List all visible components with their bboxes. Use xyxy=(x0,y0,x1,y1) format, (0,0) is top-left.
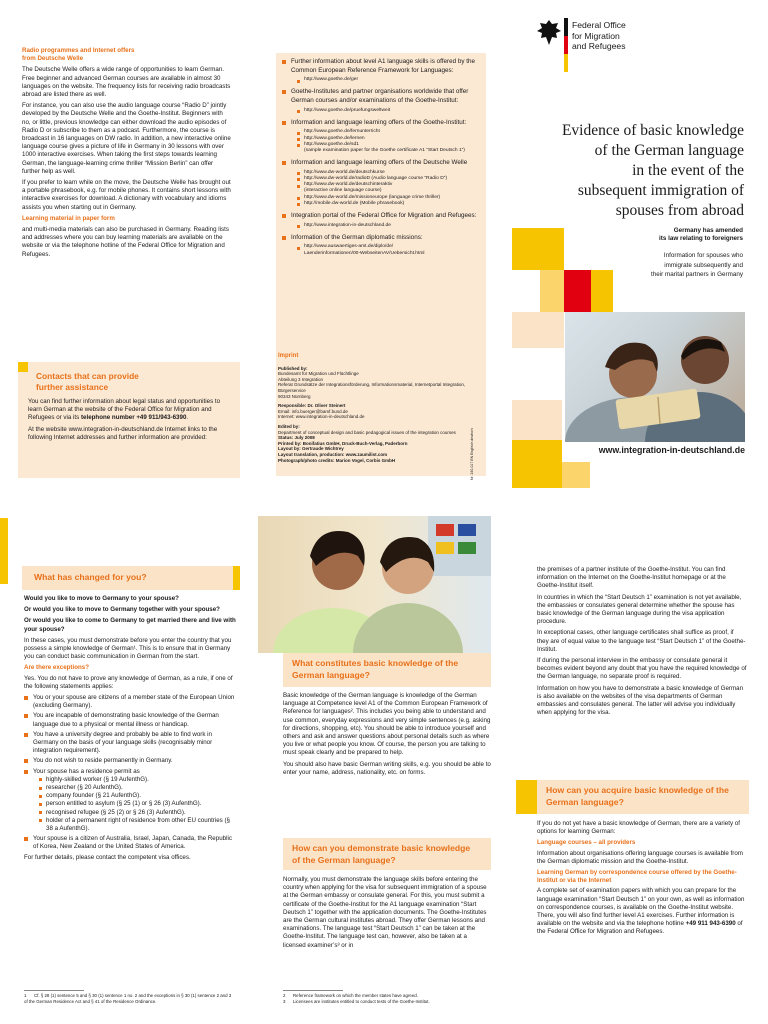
color-block xyxy=(0,518,8,584)
imprint-line: Department of conceptual design and basic pedagogical issues of the integration courses xyxy=(278,429,456,435)
link-item-text: Information and language learning offers of the Deutsche Welle xyxy=(291,159,468,167)
footnote-rule xyxy=(283,990,343,991)
url-note: Laenderinformationen/00-WebseitenAV/Uebersicht.html xyxy=(304,250,425,256)
hotline-number: +49 911 943-6390 xyxy=(685,920,736,928)
paragraph: Information about organisations offering language courses is available from the German diplomatic mission and the Goethe-Institut. xyxy=(537,849,743,865)
url-link[interactable]: http://www.dw-world.de/deutschinteraktiv xyxy=(297,182,480,188)
flag-red xyxy=(564,36,568,54)
paragraph: At the website www.integration-in-deutschland.de Internet links to the following Internet addresses and further information are provided: xyxy=(28,425,218,441)
imprint xyxy=(278,354,483,463)
footnote-3 xyxy=(283,999,491,1005)
url-link[interactable]: http://www.dw-world.de/missioneurope (language crime thriller) xyxy=(297,195,480,201)
paragraph: If you do not yet have a basic knowledge of German, there are a variety of options for learning German: xyxy=(537,820,740,836)
link-item-text: Integration portal of the Federal Office for Migration and Refugees: xyxy=(291,212,477,219)
info-line: Information for spouses who xyxy=(663,252,743,259)
footnote-text: Licensees are institutes entitled to conduct tests of the Goethe-Institut. xyxy=(293,998,430,1004)
paragraph: the premises of a partner institute of the Goethe-Institut. You can find information on the Internet on the Goethe-Institut homepage or at the Goethe-Institut itself. xyxy=(537,566,726,590)
eagle-logo xyxy=(536,18,562,48)
link-item-text: Further information about level A1 language skills is offered by the Common European Reference Framework for Languages: xyxy=(291,58,475,74)
imprint-heading: Imprint xyxy=(278,353,299,359)
paragraph xyxy=(28,398,233,423)
courses-heading: Language courses – all providers xyxy=(537,839,636,847)
agency-name xyxy=(572,20,626,52)
permit-list xyxy=(33,776,236,833)
link-item-text: Information of the German diplomatic missions: xyxy=(291,233,423,241)
url-list xyxy=(291,244,480,256)
imprint-lines xyxy=(278,366,483,464)
url-link[interactable]: http://www.goethe.de/lernen xyxy=(297,136,480,142)
flag-gold xyxy=(564,54,568,72)
list-item: You or your spouse are citizens of a member state of the European Union (excluding Germany). xyxy=(24,694,236,710)
url-link[interactable]: http://www.integration-in-deutschland.de xyxy=(297,223,480,229)
paragraph xyxy=(537,887,747,936)
url-link[interactable]: http://mobile.dw-world.de (Mobile phrasebook) xyxy=(297,201,480,207)
color-block xyxy=(233,566,240,590)
women-photo xyxy=(258,516,491,653)
url-link[interactable]: http://www.goethe.de/pruefungsweltweit xyxy=(297,108,480,114)
text-span: of the Federal Office for Migration and Refugees. xyxy=(537,920,743,936)
link-item xyxy=(282,58,480,83)
portal-url[interactable]: www.integration-in-deutschland.de xyxy=(598,445,745,455)
link-item xyxy=(282,212,480,229)
paragraph: For instance, you can also use the audio language course “Radio D” jointly developed by the Deutsche Welle and the Goethe-Institut. Beginners with no, or little, previous knowledge can either download the audio episodes of Radio D or subscribe to them as a podcast. Furthermore, the course is broadcast in 16 languages on DW radio. In addition, a new interactive online language course gives a picture of life in Germany in 30 lessons with over 1000 interactive exercises. When taking the first steps towards learning German, the language-learning crime thriller “Mission Berlin” can offer further help as well. xyxy=(22,102,231,175)
question: Would you like to move to Germany to your spouse? xyxy=(24,595,179,602)
link-item xyxy=(282,119,480,154)
imprint-line: Referat Grundsätze der Integrationsförderung, Informationsmaterial, Internetportal Integration, Bürgerservice xyxy=(278,382,466,393)
vertical-code: Nr. 240-017 EN Englisch deutsch xyxy=(470,428,474,480)
list-item: You are incapable of demonstrating basic knowledge of the German language due to a physical or mental illness or handicap. xyxy=(24,712,236,728)
url-list xyxy=(291,108,480,114)
imprint-line: Responsible: Dr. Oliver Steinert xyxy=(278,403,346,409)
color-block xyxy=(512,228,564,270)
footnote-number: 2 xyxy=(283,993,286,998)
color-block xyxy=(512,440,562,488)
paragraph: Basic knowledge of the German language is knowledge of the German language at Competence level A1 of the Common European Framework of Reference for languages². This includes you being able to understand and use common, everyday expressions and very simple sentences (e.g. asking for directions, shopping, etc). You should be able to introduce yourself and others and ask and answer questions about personal details such as where you live or what people you know. Of course, the person you are talking to must speak clearly and be prepared to help. xyxy=(283,692,491,757)
imprint-line: Published by: xyxy=(278,365,308,371)
agency-line: for Migration xyxy=(572,30,620,41)
title-line: Evidence of basic knowledge xyxy=(561,122,744,139)
paragraph: For further details, please contact the competent visa offices. xyxy=(24,853,191,861)
link-item xyxy=(282,159,480,207)
bottom-mid-panel-2 xyxy=(283,876,491,953)
paragraph: If during the personal interview in the embassy or consulate general it becomes evident beyond any doubt that you have the required knowledge of the German language, no separate proof is required. xyxy=(537,657,747,681)
women-smiling-image xyxy=(258,516,491,653)
sub-item: highly-skilled worker (§ 19 AufenthG). xyxy=(39,776,236,784)
imprint-line: Photograph/photo credits: Marion Vogel, Corbis GmbH xyxy=(278,457,396,463)
bottom-right-panel xyxy=(537,566,747,720)
acquire-heading: How can you acquire basic knowledge of the German language? xyxy=(546,785,729,807)
footnote-1 xyxy=(24,993,236,1004)
text-span: You can find further information about legal status and opportunities to learn German at the website of the Federal Office for Migration and Refugees or via its xyxy=(28,398,221,422)
list-item xyxy=(24,768,236,834)
bottom-right-panel-2 xyxy=(537,820,747,940)
links-bullets xyxy=(282,58,480,257)
title-line: of the German language xyxy=(594,142,744,159)
info-lines xyxy=(600,251,743,280)
imprint-line: Bundesamt für Migration und Flüchtlinge xyxy=(278,371,359,377)
color-block xyxy=(516,780,537,814)
bottom-mid-panel xyxy=(283,692,491,780)
couple-photo xyxy=(565,312,745,442)
color-block xyxy=(540,270,564,312)
imprint-line: Printed by: Bonifatius GmbH, Druck-Buch-Verlag, Paderborn xyxy=(278,440,408,446)
url-link[interactable]: http://www.goethe.de/ger xyxy=(297,77,480,83)
footnotes-2-3 xyxy=(283,993,491,1004)
sub-item: holder of a permanent right of residence from other EU countries (§ 38 a AufenthG). xyxy=(39,817,236,833)
color-block xyxy=(512,312,564,348)
info-line: immigrate subsequently and xyxy=(664,261,743,269)
sub-item: recognised refugee (§ 25 (2) or § 26 (3) AufenthG). xyxy=(39,809,236,817)
people-reading-image xyxy=(565,312,745,442)
imprint-line: Email: info.buerger@bamf.bund.de xyxy=(278,408,348,414)
imprint-line: Abteilung 3 Integration xyxy=(278,376,324,382)
paragraph: and multi-media materials can also be purchased in Germany. Reading lists and addresses where you can buy learning materials are available on the website or via the telephone hotline of the Federal Office for Migration and Refugees. xyxy=(22,226,229,258)
basic-knowledge-heading: What constitutes basic knowledge of the German language? xyxy=(292,658,459,680)
question: Or would you like to move to Germany together with your spouse? xyxy=(24,606,220,614)
list-item: You have a university degree and probably be able to find work in Germany on the basis of your language skills (recognisably minor integration requirement). xyxy=(24,731,236,756)
eagle-icon xyxy=(536,18,562,48)
flag-black xyxy=(564,18,568,36)
title-line: in the event of the xyxy=(632,162,744,179)
text-span: . xyxy=(186,414,189,422)
radio-heading: Radio programmes and Internet offers xyxy=(22,47,135,54)
agency-line: and Refugees xyxy=(572,41,626,51)
list-item-text: Your spouse has a residence permit as xyxy=(33,767,140,775)
question: Or would you like to come to Germany to get married there and live with your spouse? xyxy=(24,617,236,633)
radio-heading-2: from Deutsche Welle xyxy=(22,55,84,63)
title-line: spouses from abroad xyxy=(615,202,744,219)
changed-heading: What has changed for you? xyxy=(34,572,147,582)
paragraph: Information on how you have to demonstrate a basic knowledge of German is also available on the websites of the visa departments of German embassies and consulates general. The latter will advise you individually when applying for the visa. xyxy=(537,684,744,717)
demonstrate-heading: How can you demonstrate basic knowledge of the German language? xyxy=(292,843,471,865)
imprint-line: Status: July 2008 xyxy=(278,435,315,441)
imprint-line: Layout by: Gertraude Wichtrey xyxy=(278,446,344,452)
paragraph: Normally, you must demonstrate the language skills before entering the country when applying for the visa for subsequent immigration of a spouse at the German embassy or consulate general. For this, you must submit a certificate of the Goethe-Institut for the A1 language examination “Start Deutsch 1” together with the application documents. The Goethe-Institutes are the German cultural institutes abroad. They offer German lessons and examinations. The language test “Start Deutsch 1” can be taken at the Goethe-Institut. The language test can, however, also be taken at a licensed examiner’s³ or in xyxy=(283,876,487,949)
subtitle-line: Germany has amended xyxy=(673,227,743,234)
top-left-panel xyxy=(22,47,232,262)
subtitle xyxy=(600,227,743,243)
paragraph: If you prefer to learn while on the move, the Deutsche Welle has brought out a portable phrasebook, e.g. for mobile phones. It contains short lessons with interactive exercises for download. A dictionary with vocabulary and idioms assists you when starting out in Germany. xyxy=(22,179,231,211)
link-item xyxy=(282,88,480,113)
url-list xyxy=(291,77,480,83)
url-link[interactable]: http://www.goethe.de/sd1 xyxy=(297,142,480,148)
links-list xyxy=(282,58,480,262)
url-link[interactable]: http://www.dw-world.de/deutschkurse xyxy=(297,170,480,176)
paragraph: The Deutsche Welle offers a wide range of opportunities to learn German. Free beginner and advanced German courses are available in almost 30 languages on the website. The frequency lists for receiving radio broadcasts abroad are listed there as well. xyxy=(22,66,231,99)
imprint-line: Edited by: xyxy=(278,423,300,429)
footnote-number: 3 xyxy=(283,998,286,1004)
url-list xyxy=(291,129,480,154)
flag-stripes xyxy=(564,18,568,72)
footnote-text: Cf. § 28 (1) sentence 5 and § 30 (1) sentence 1 no. 2 and the exceptions in § 30 (1) sentence 2 and 3 of the German Residence Act and § 41 of the Residence Ordinance. xyxy=(24,993,232,1004)
url-note: (sample examination paper for the Goethe certificate A1 “Start Deutsch 1”) xyxy=(304,147,465,153)
document-title xyxy=(512,121,744,221)
phone-number: telephone number +49 911/943-6390 xyxy=(80,414,187,422)
imprint-line: Layout translation, production: www.zaumilist.com xyxy=(278,451,388,457)
agency-line: Federal Office xyxy=(572,20,626,30)
contacts-text xyxy=(28,398,233,445)
color-block xyxy=(562,462,590,488)
url-note: (interactive online language course) xyxy=(304,188,382,194)
url-link[interactable]: http://www.goethe.de/fernunterricht xyxy=(297,129,480,135)
text-span: A complete set of examination papers with which you can prepare for the language examination “Start Deutsch 1” on your own, as well as information on correspondence courses, is available on the Goethe-Institut website. There, you will also find further level A1 exercises. Further information is available on the website and via the telephone hotline xyxy=(537,887,745,928)
paragraph: In these cases, you must demonstrate before you enter the country that you possess a simple knowledge of German¹. This is to ensure that in Germany you can conduct basic communication in German from the start. xyxy=(24,636,232,661)
subtitle-line: its law relating to foreigners xyxy=(659,235,743,242)
color-block xyxy=(512,400,562,440)
exceptions-heading: Are there exceptions? xyxy=(24,664,89,672)
link-item-text: Goethe-Institutes and partner organisations worldwide that offer German courses and/or examinations of the Goethe-Institut: xyxy=(291,88,469,104)
sub-item: company founder (§ 21 AufenthG). xyxy=(39,792,236,800)
url-list xyxy=(291,170,480,207)
title-line: subsequent immigration of xyxy=(577,182,744,199)
paper-heading: Learning material in paper form xyxy=(22,214,115,222)
url-link[interactable]: http://www.dw-world.de/radioD (Audio language course “Radio D”) xyxy=(297,176,480,182)
contacts-heading: Contacts that can provide further assistance xyxy=(36,371,139,392)
orange-stripe xyxy=(18,362,28,372)
sub-item: person entitled to asylum (§ 25 (1) or § 26 (3) AufenthG). xyxy=(39,800,236,808)
imprint-line: 90343 Nürnberg xyxy=(278,393,311,399)
bottom-left-panel xyxy=(24,595,236,865)
list-item: Your spouse is a citizen of Australia, Israel, Japan, Canada, the Republic of Korea, New Zealand or the United States of America. xyxy=(24,835,236,851)
footnote-number: 1 xyxy=(24,993,27,998)
footnote-rule xyxy=(24,990,84,991)
info-line: their marital partners in Germany xyxy=(650,271,743,278)
paragraph: You should also have basic German writing skills, e.g. you should be able to enter your name, address, nationality, etc. on forms. xyxy=(283,760,491,776)
paragraph: In exceptional cases, other language certificates shall suffice as proof, if they are of equal value to the language test “Start Deutsch 1” of the Goethe-Institut. xyxy=(537,629,746,653)
url-list xyxy=(291,223,480,229)
url-link[interactable]: http://www.auswaertiges-amt.de/diplo/de/ xyxy=(297,244,480,250)
sub-item: researcher (§ 20 AufenthG). xyxy=(39,784,236,792)
list-item: You do not wish to reside permanently in Germany. xyxy=(24,757,236,765)
paragraph: Yes. You do not have to prove any knowledge of German, as a rule, if one of the following statements applies: xyxy=(24,674,233,690)
exceptions-list xyxy=(24,694,236,852)
footnote-text: Reference framework on which the member states have agreed. xyxy=(293,993,418,998)
imprint-line: Internet: www.integration-in-deutschland.de xyxy=(278,414,365,420)
color-block xyxy=(564,270,591,312)
link-item xyxy=(282,234,480,257)
correspondence-heading: Learning German by correspondence course offered by the Goethe-Institut or via the Internet xyxy=(537,869,737,885)
paragraph: In countries in which the “Start Deutsch 1” examination is not yet available, the embassies or consulates general determine whether the spouse has basic knowledge of the German language during the visa application procedure. xyxy=(537,593,742,626)
link-item-text: Information and language learning offers of the Goethe-Institut: xyxy=(291,118,467,126)
